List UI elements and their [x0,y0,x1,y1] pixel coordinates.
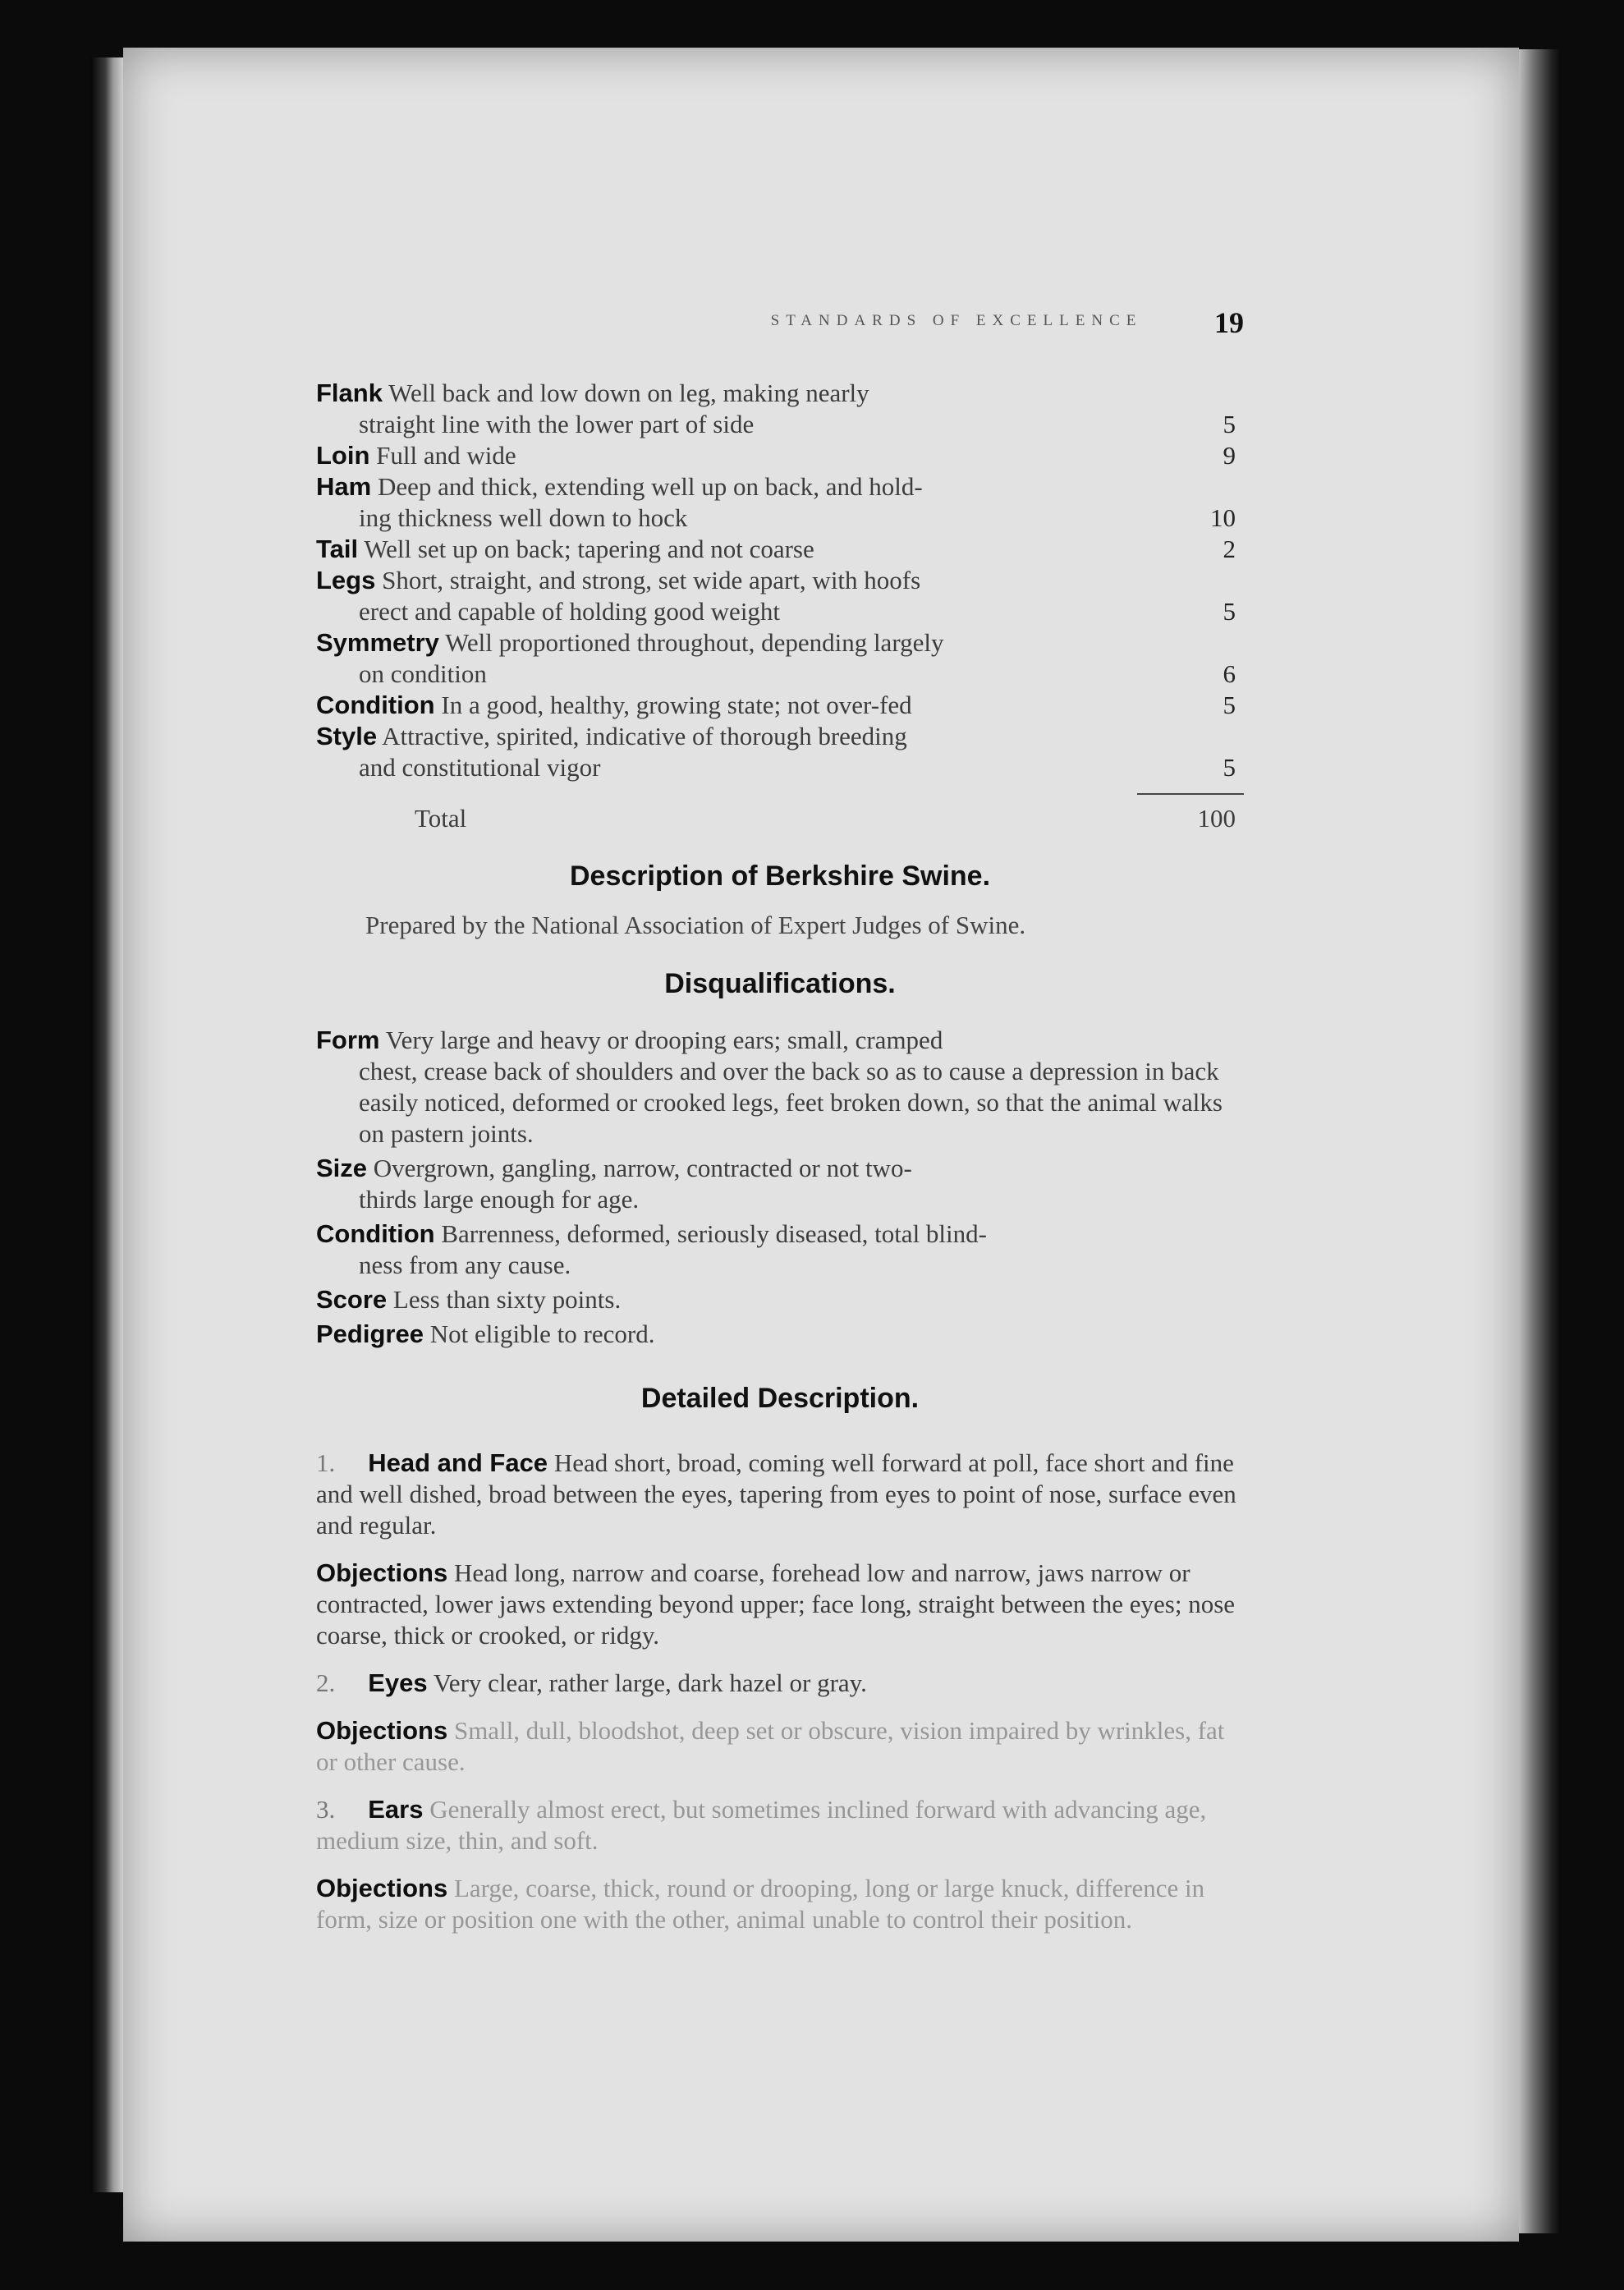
page-header [316,306,1244,345]
score-text: Well set up on back; tapering and not coarse [364,535,814,563]
disqualification-item [316,1218,1244,1281]
score-term: Tail [316,535,359,563]
disqualification-text-cont: chest, crease back of shoulders and over the back so as to cause a depression in back easily noticed, deformed or crooked legs, feet broken down, so that the animal walks on pastern joints. [359,1057,1223,1148]
disqualifications-list [316,1025,1244,1350]
detail-item [316,1448,1244,1541]
book-spine-left [90,57,123,2192]
score-value: 5 [1223,753,1236,782]
page-number: 19 [1214,306,1244,339]
detailed-heading: Detailed Description. [640,1383,920,1414]
score-term: Symmetry [316,628,439,657]
score-value: 2 [1223,535,1236,563]
score-list [316,378,1244,783]
score-text-cont: ing thickness well down to hock [359,503,688,532]
score-item [316,471,1244,534]
detail-term: Objections [316,1716,448,1745]
score-value: 5 [1223,597,1236,626]
page-content [316,306,1244,1952]
score-item [316,378,1244,440]
disqualification-term: Form [316,1026,380,1054]
disqualification-term: Pedigree [316,1319,424,1348]
score-text-cont: straight line with the lower part of side [359,410,755,438]
total-value: 100 [1197,804,1236,833]
detail-item [316,1794,1244,1856]
score-item [316,690,1244,721]
disqualification-term: Score [316,1285,388,1314]
section-title: Description of Berkshire Swine. [569,860,991,892]
score-item [316,721,1244,783]
score-term: Flank [316,379,383,407]
disqualification-term: Condition [316,1219,435,1248]
score-text: Short, straight, and strong, set wide apart, with hoofs [382,566,921,594]
detail-item [316,1715,1244,1778]
detail-term: Head and Face [368,1448,548,1477]
book-spine-right [1519,49,1560,2233]
score-value: 10 [1210,503,1236,532]
score-item [316,440,1244,471]
score-value: 9 [1223,441,1236,470]
detail-number: 3. [316,1795,336,1824]
score-term: Ham [316,472,372,501]
score-value: 6 [1223,659,1236,688]
total-label: Total [415,804,467,833]
total-row [316,803,1244,834]
detail-text: Generally almost erect, but sometimes inclined forward with advancing age, medium size, thin, and soft. [316,1795,1207,1855]
detail-item [316,1668,1244,1699]
disqualification-text-cont: ness from any cause. [359,1251,571,1279]
score-text: Full and wide [376,441,516,470]
score-term: Style [316,722,378,750]
score-term: Condition [316,691,435,719]
detail-text: Head short, broad, coming well forward at poll, face short and fine and well dished, broad between the eyes, tapering from eyes to point of nose, surface even and regular. [316,1448,1236,1540]
score-text-cont: on condition [359,659,487,688]
detail-number: 1. [316,1448,336,1477]
detail-item [316,1558,1244,1651]
score-item [316,534,1244,565]
detail-item [316,1873,1244,1935]
disqualification-item [316,1284,1244,1315]
score-text: Well back and low down on leg, making nearly [388,379,869,407]
disqualifications-heading: Disqualifications. [664,968,896,999]
disqualification-item [316,1153,1244,1215]
disqualification-text: Not eligible to record. [429,1319,655,1348]
score-text-cont: and constitutional vigor [359,753,601,782]
disqualification-text: Overgrown, gangling, narrow, contracted or not two- [373,1154,912,1182]
score-text: Attractive, spirited, indicative of thorough breeding [382,722,907,750]
disqualification-item [316,1025,1244,1150]
detail-text: Head long, narrow and coarse, forehead low and narrow, jaws narrow or contracted, lower jaws extending beyond upper; face long, straight between the eyes; nose coarse, thick or crooked, or ridgy. [316,1558,1236,1650]
disqualification-item [316,1319,1244,1350]
detail-text: Small, dull, bloodshot, deep set or obscure, vision impaired by wrinkles, fat or other cause. [316,1716,1225,1776]
score-term: Loin [316,441,370,470]
detail-term: Objections [316,1558,448,1587]
disqualification-text: Very large and heavy or drooping ears; small, cramped [385,1026,943,1054]
detail-number: 2. [316,1668,336,1697]
detail-term: Objections [316,1874,448,1902]
detail-term: Ears [368,1795,424,1824]
detailed-list [316,1448,1244,1935]
detail-term: Eyes [368,1668,428,1697]
score-value: 5 [1223,691,1236,719]
running-head: STANDARDS OF EXCELLENCE [770,312,1143,329]
score-text: Well proportioned throughout, depending largely [445,628,944,657]
score-text-cont: erect and capable of holding good weight [359,597,781,626]
score-item [316,627,1244,690]
disqualification-text: Less than sixty points. [392,1285,622,1314]
score-text: Deep and thick, extending well up on back, and hold- [377,472,923,501]
total-rule [1137,793,1244,795]
score-term: Legs [316,566,376,594]
score-text: In a good, healthy, growing state; not over-fed [441,691,912,719]
disqualification-text-cont: thirds large enough for age. [359,1185,640,1214]
disqualification-text: Barrenness, deformed, seriously diseased, total blind- [441,1219,987,1248]
detail-text: Large, coarse, thick, round or drooping, long or large knuck, difference in form, size or position one with the other, animal unable to control their position. [316,1874,1205,1934]
detail-text: Very clear, rather large, dark hazel or gray. [433,1668,867,1697]
prepared-by: Prepared by the National Association of Expert Judges of Swine. [365,911,1026,939]
disqualification-term: Size [316,1154,368,1182]
score-value: 5 [1223,410,1236,438]
score-item [316,565,1244,627]
